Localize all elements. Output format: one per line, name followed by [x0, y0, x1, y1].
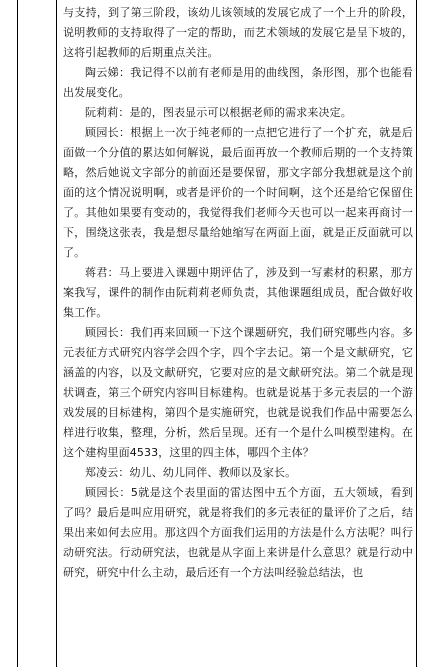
transcript-paragraph-8: 顾园长：5就是这个表里面的雷达图中五个方面，五大领域，看到了吗？最后是叫应用研究，就是将我们的多元表征的量评价了之后，结果出来如何去应用。那这四个方面我们运用的方法是什么方法呢？叫行动研究法。行动研究法，也就是从字面上来讲是什么意思？就是行动中研究，研究中什么主动，最后还有一个方法叫经验总结法，也 [63, 486, 413, 579]
transcript-paragraph-2: 陶云娣：我记得不以前有老师是用的曲线图，条形图，那个也能看出发展变化。 [63, 66, 413, 99]
transcript-paragraph-3: 阮莉莉：是的，图表显示可以根据老师的需求来决定。 [85, 106, 352, 119]
transcript-paragraph-7: 郑凌云：幼儿、幼儿同伴、教师以及家长。 [85, 466, 297, 479]
transcript-paragraph-4: 顾园长：根据上一次于纯老师的一点把它进行了一个扩充，就是后面做一个分值的累达如何解说，最后面再放一个教师后期的一个支持策略，然后她说文字部分的前面还是要保留，那文字部分我想就是这个前面的这个情况说明啊，或者是评价的一个时间啊，这个还是给它保留住了。其他如果要有变动的，我觉得我们老师今天也可以一起来再商讨一下，围绕这张表，我是想尽量给她缩写在两面上面，就是正反面就可以了。 [63, 126, 413, 259]
table-right-border [416, 0, 417, 667]
meeting-transcript-cell [63, 3, 413, 583]
table-left-border [17, 0, 18, 667]
transcript-paragraph-1: 与支持，到了第三阶段，该幼儿该领域的发展它成了一个上升的阶段，说明教师的支持取得了一定的帮助，而艺术领域的发展它是呈下坡的，这将引起教师的后期重点关注。 [63, 6, 413, 59]
table-column-divider [56, 0, 57, 667]
transcript-paragraph-6: 顾园长：我们再来回顾一下这个课题研究，我们研究哪些内容。多元表征方式研究内容学会四个字，四个字去记。第一个是文献研究，它涵盖的内容，以及文献研究，它要对应的是文献研究法。第二个就是现状调查，第三个研究内容叫目标建构。也就是说基于多元表层的一个游戏发展的目标建构，第四个是实施研究，也就是说我们作品中需要怎么样进行收集，整理，分析，然后呈现。还有一个是什么叫模型建构。在这个建构里面4533，这里的四主体，哪四个主体？ [63, 326, 413, 459]
transcript-paragraph-5: 蒋君：马上要进入课题中期评估了，涉及到一写素材的积累，那方案我写，课件的制作由阮莉莉老师负责，其他课题组成员，配合做好收集工作。 [63, 266, 413, 319]
